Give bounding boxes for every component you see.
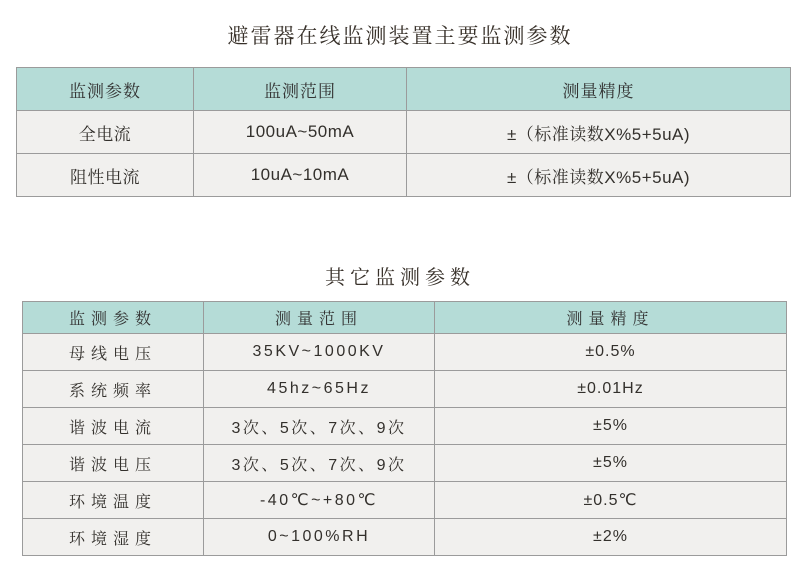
- table-cell: ±5%: [435, 445, 787, 482]
- table-row: [17, 154, 791, 197]
- table-cell: 谐波电压: [23, 445, 204, 482]
- table-cell: 3次、5次、7次、9次: [204, 408, 435, 445]
- table-cell: 环境温度: [23, 482, 204, 519]
- table-cell: 45hz~65Hz: [204, 371, 435, 408]
- other-parameters-title: 其它监测参数: [325, 267, 475, 289]
- column-header: 监测范围: [194, 68, 407, 111]
- table-cell: ±0.01Hz: [435, 371, 787, 408]
- table-cell: 0~100%RH: [204, 519, 435, 556]
- header-row: [23, 302, 787, 334]
- table-cell: 35KV~1000KV: [204, 334, 435, 371]
- table-cell: 10uA~10mA: [194, 154, 407, 197]
- table-row: [23, 371, 787, 408]
- table-row: [23, 519, 787, 556]
- table-cell: ±2%: [435, 519, 787, 556]
- header-row: [17, 68, 791, 111]
- table-cell: 谐波电流: [23, 408, 204, 445]
- table-cell: ±0.5℃: [435, 482, 787, 519]
- table-cell: ±（标准读数X%5+5uA): [407, 111, 791, 154]
- table-cell: ±0.5%: [435, 334, 787, 371]
- column-header: 测量范围: [204, 302, 435, 334]
- table-cell: 100uA~50mA: [194, 111, 407, 154]
- column-header: 测量精度: [407, 68, 791, 111]
- table-row: [23, 408, 787, 445]
- table-cell: 全电流: [17, 111, 194, 154]
- table-cell: 系统频率: [23, 371, 204, 408]
- table-cell: -40℃~+80℃: [204, 482, 435, 519]
- other-parameters-table: [22, 301, 787, 556]
- main-parameters-title: 避雷器在线监测装置主要监测参数: [227, 25, 573, 48]
- table-cell: 3次、5次、7次、9次: [204, 445, 435, 482]
- table-cell: ±5%: [435, 408, 787, 445]
- table-cell: 阻性电流: [17, 154, 194, 197]
- table-cell: ±（标准读数X%5+5uA): [407, 154, 791, 197]
- main-parameters-table: [16, 67, 791, 197]
- table-row: [23, 482, 787, 519]
- column-header: 监测参数: [23, 302, 204, 334]
- table-cell: 母线电压: [23, 334, 204, 371]
- table-row: [17, 111, 791, 154]
- column-header: 监测参数: [17, 68, 194, 111]
- table-cell: 环境湿度: [23, 519, 204, 556]
- table-row: [23, 445, 787, 482]
- column-header: 测量精度: [435, 302, 787, 334]
- table-row: [23, 334, 787, 371]
